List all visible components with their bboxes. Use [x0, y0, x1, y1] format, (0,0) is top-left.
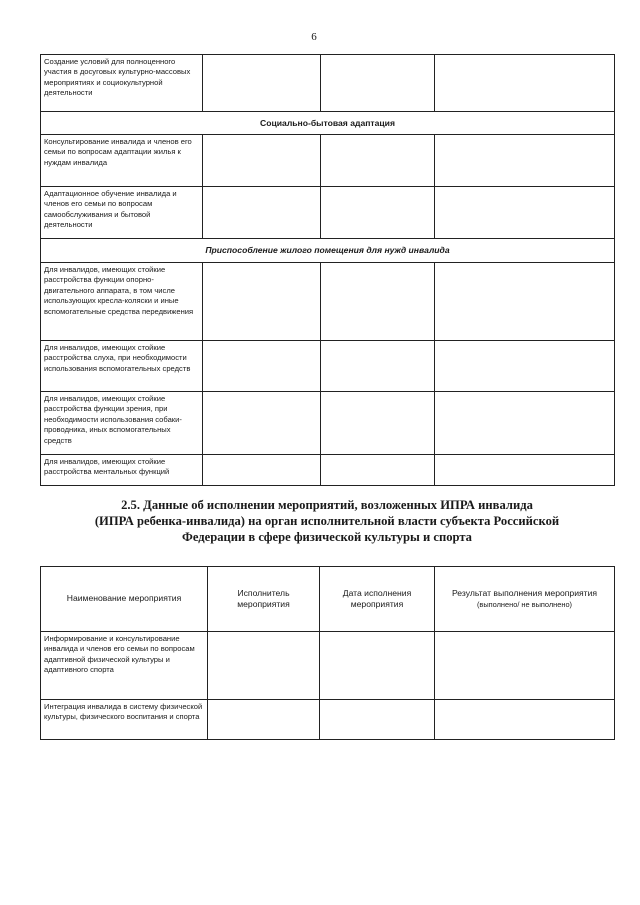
table-row: [41, 632, 615, 700]
empty-cell: [203, 392, 321, 455]
empty-cell: [435, 55, 615, 112]
measure-name-cell: Для инвалидов, имеющих стойкие расстройства ментальных функций: [41, 455, 203, 486]
column-header-result-note: (выполнено/ не выполнено): [476, 600, 573, 609]
measure-name-cell: Информирование и консультирование инвалида и членов его семьи по вопросам адаптивной физической культуры и адаптивного спорта: [41, 632, 208, 700]
table-row: [41, 55, 615, 112]
measure-name-cell: Для инвалидов, имеющих стойкие расстройства слуха, при необходимости использования вспомогательных средств: [41, 341, 203, 392]
rehabilitation-measures-table: [40, 54, 615, 486]
empty-cell: [321, 55, 435, 112]
section-row: [41, 112, 615, 135]
sport-measures-table: [40, 566, 615, 740]
table-row: [41, 135, 615, 187]
section-row: [41, 239, 615, 263]
empty-cell: [203, 187, 321, 239]
empty-cell: [203, 55, 321, 112]
measure-name-cell: Для инвалидов, имеющих стойкие расстройства функции зрения, при необходимости использования собаки-проводника, иных вспомогательных средств: [41, 392, 203, 455]
empty-cell: [208, 632, 320, 700]
measure-name-cell: Адаптационное обучение инвалида и членов его семьи по вопросам самообслуживания и бытовой деятельности: [41, 187, 203, 239]
table-row: [41, 392, 615, 455]
empty-cell: [203, 341, 321, 392]
table-row: [41, 187, 615, 239]
table-row: [41, 263, 615, 341]
empty-cell: [435, 632, 615, 700]
table-row: [41, 700, 615, 740]
measure-name-cell: Создание условий для полноценного участия в досуговых культурно-массовых мероприятиях и социокультурной деятельности: [41, 55, 203, 112]
empty-cell: [203, 135, 321, 187]
empty-cell: [435, 700, 615, 740]
empty-cell: [321, 455, 435, 486]
measure-name-cell: Интеграция инвалида в систему физической культуры, физического воспитания и спорта: [41, 700, 208, 740]
section-heading-line: (ИПРА ребенка-инвалида) на орган исполнительной власти субъекта Российской: [94, 514, 560, 528]
empty-cell: [435, 392, 615, 455]
empty-cell: [208, 700, 320, 740]
empty-cell: [321, 135, 435, 187]
empty-cell: [435, 187, 615, 239]
header-row: [41, 567, 615, 632]
empty-cell: [321, 187, 435, 239]
empty-cell: [320, 632, 435, 700]
empty-cell: [435, 135, 615, 187]
table-row: [41, 455, 615, 486]
empty-cell: [321, 392, 435, 455]
empty-cell: [321, 341, 435, 392]
empty-cell: [203, 455, 321, 486]
empty-cell: [435, 263, 615, 341]
page-number: 6: [311, 31, 317, 43]
section-heading-line: Федерации в сфере физической культуры и спорта: [182, 530, 472, 544]
empty-cell: [321, 263, 435, 341]
column-header-executor: Исполнитель мероприятия: [208, 567, 320, 632]
measure-name-cell: Для инвалидов, имеющих стойкие расстройства функции опорно-двигательного аппарата, в том числе использующих кресла-коляски и иные вспомогательные средства передвижения: [41, 263, 203, 341]
section-heading: [40, 497, 614, 545]
column-header-name: Наименование мероприятия: [41, 567, 208, 632]
empty-cell: [320, 700, 435, 740]
column-header-result: [435, 567, 615, 632]
section-heading-line: 2.5. Данные об исполнении мероприятий, возложенных ИПРА инвалида: [121, 498, 533, 512]
column-header-result-title: Результат выполнения мероприятия: [451, 587, 598, 598]
column-header-date: Дата исполнения мероприятия: [320, 567, 435, 632]
empty-cell: [203, 263, 321, 341]
empty-cell: [435, 341, 615, 392]
section-title-housing: Приспособление жилого помещения для нужд инвалида: [41, 239, 615, 263]
table-row: [41, 341, 615, 392]
section-title-social-adaptation: Социально-бытовая адаптация: [41, 112, 615, 135]
measure-name-cell: Консультирование инвалида и членов его семьи по вопросам адаптации жилья к нуждам инвалида: [41, 135, 203, 187]
empty-cell: [435, 455, 615, 486]
